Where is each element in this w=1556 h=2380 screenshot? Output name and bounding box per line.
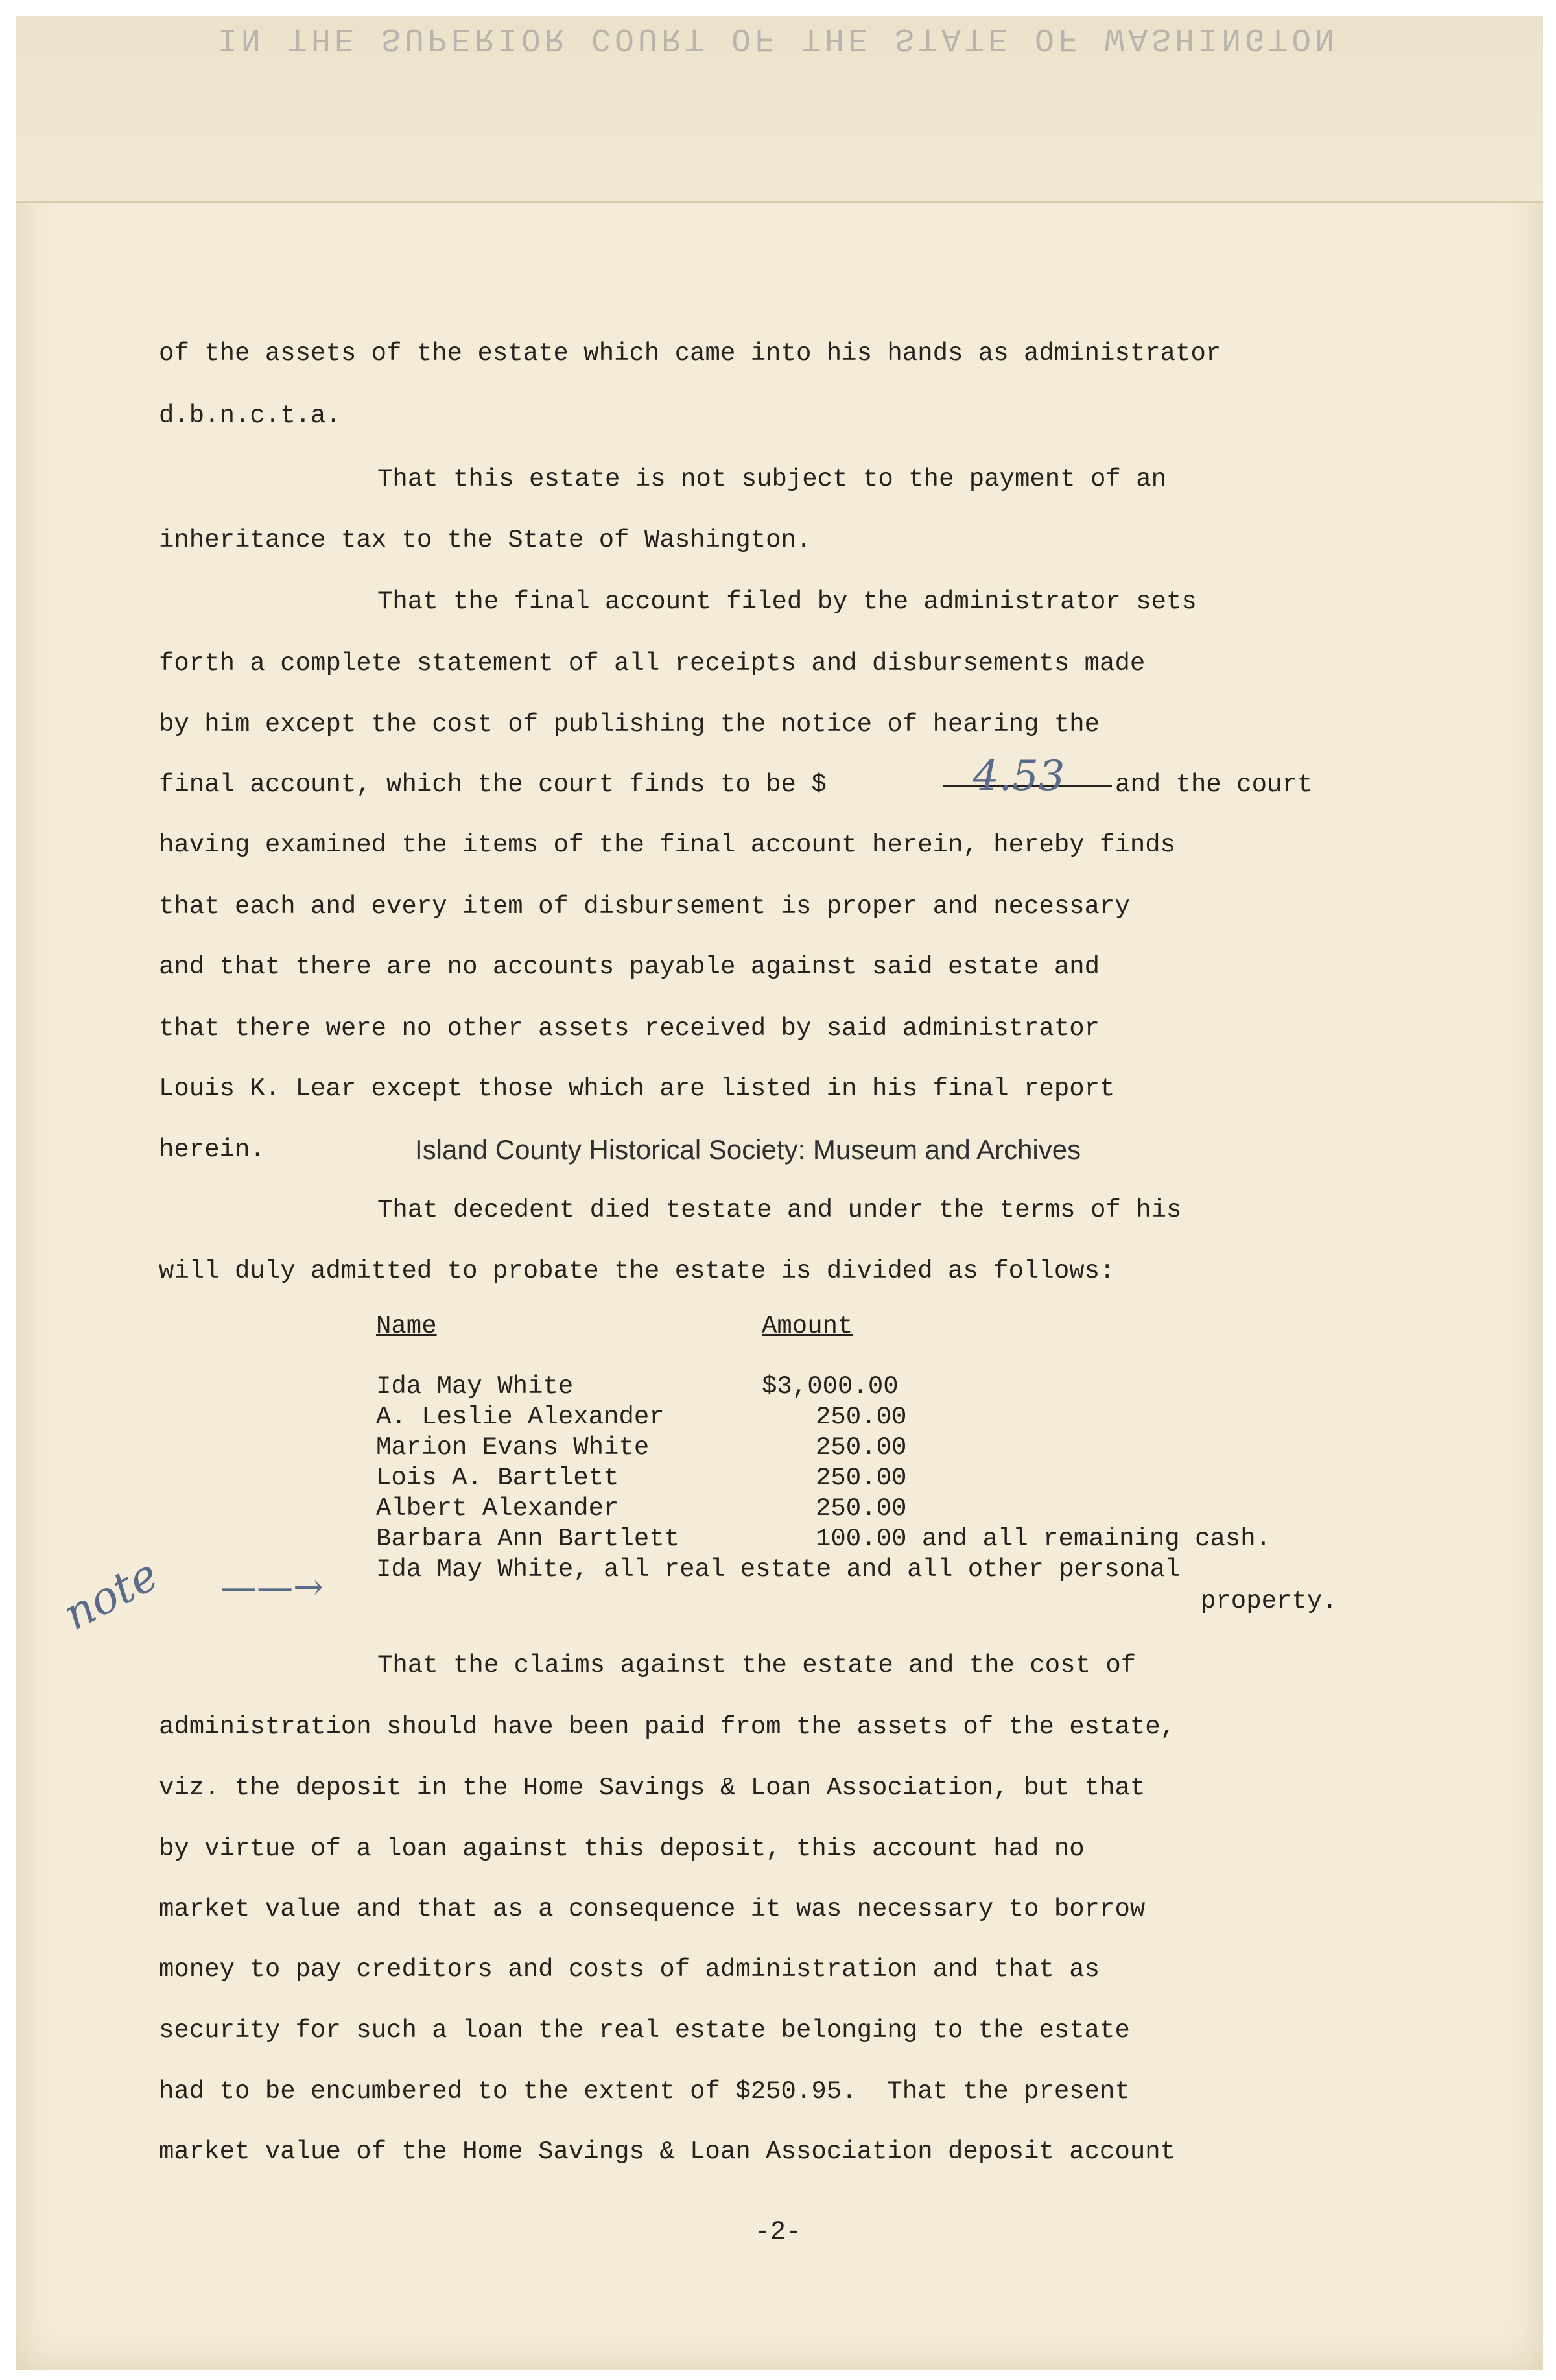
body-line: money to pay creditors and costs of administration and that as — [159, 1955, 1100, 1984]
body-line: Louis K. Lear except those which are listed in his final report — [159, 1075, 1115, 1103]
body-line: of the assets of the estate which came into his hands as administrator — [159, 339, 1221, 368]
page-number: -2- — [754, 2218, 801, 2247]
table-row-name: Ida May White — [376, 1372, 574, 1401]
body-line: will duly admitted to probate the estate is divided as follows: — [159, 1257, 1115, 1285]
body-line: d.b.n.c.t.a. — [159, 401, 341, 430]
table-row-amount: $3,000.00 — [762, 1372, 899, 1401]
body-line: had to be encumbered to the extent of $250.95. That the present — [159, 2077, 1130, 2106]
body-line: and that there are no accounts payable against said estate and — [159, 953, 1100, 981]
body-line: inheritance tax to the State of Washington. — [159, 526, 812, 554]
table-final-line-cont: property. — [1201, 1587, 1338, 1615]
header-bleed-through: IN THE SUPERIOR COURT OF THE STATE OF WASHINGTON — [217, 19, 1339, 56]
table-row-amount: 250.00 — [816, 1433, 907, 1462]
body-line: having examined the items of the final account herein, hereby finds — [159, 831, 1176, 859]
table-final-line: Ida May White, all real estate and all other personal — [376, 1555, 1181, 1584]
table-row-name: Marion Evans White — [376, 1433, 650, 1462]
table-row-amount: 250.00 — [816, 1464, 907, 1492]
body-line: That this estate is not subject to the payment of an — [377, 465, 1166, 494]
column-header-name: Name — [376, 1312, 437, 1340]
column-header-amount: Amount — [762, 1312, 853, 1340]
body-line: market value and that as a consequence it was necessary to borrow — [159, 1895, 1146, 1923]
table-row-name: Barbara Ann Bartlett — [376, 1525, 680, 1553]
body-line: That decedent died testate and under the terms of his — [377, 1196, 1182, 1224]
table-row-name: Albert Alexander — [376, 1494, 619, 1523]
table-row-amount: 100.00 and all remaining cash. — [816, 1525, 1271, 1553]
archive-watermark: Island County Historical Society: Museum and Archives — [415, 1134, 1081, 1165]
body-line: by him except the cost of publishing the notice of hearing the — [159, 710, 1100, 739]
arrow-icon: ——→ — [220, 1566, 324, 1608]
body-line: That the final account filed by the administrator sets — [377, 588, 1197, 616]
body-line: viz. the deposit in the Home Savings & Loan Association, but that — [159, 1774, 1146, 1802]
margin-note: note — [55, 1549, 167, 1641]
table-row-amount: 250.00 — [816, 1494, 907, 1523]
body-line: herein. — [159, 1136, 265, 1164]
body-line: administration should have been paid from the assets of the estate, — [159, 1713, 1176, 1741]
table-row-name: Lois A. Bartlett — [376, 1464, 619, 1492]
body-line: that each and every item of disbursement is proper and necessary — [159, 892, 1130, 921]
body-line: forth a complete statement of all receipts and disbursements made — [159, 649, 1146, 678]
table-row-amount: 250.00 — [816, 1403, 907, 1431]
body-line: final account, which the court finds to be $ — [159, 770, 827, 799]
body-line: that there were no other assets received by said administrator — [159, 1014, 1100, 1043]
table-row-name: A. Leslie Alexander — [376, 1403, 665, 1431]
body-line: by virtue of a loan against this deposit, this account had no — [159, 1835, 1085, 1863]
body-line: and the court — [1115, 770, 1313, 799]
body-line: market value of the Home Savings & Loan Association deposit account — [159, 2137, 1176, 2166]
body-line: security for such a loan the real estate belonging to the estate — [159, 2016, 1130, 2045]
handwritten-amount: 4.53 — [972, 752, 1065, 800]
body-line: That the claims against the estate and the cost of — [377, 1651, 1137, 1680]
